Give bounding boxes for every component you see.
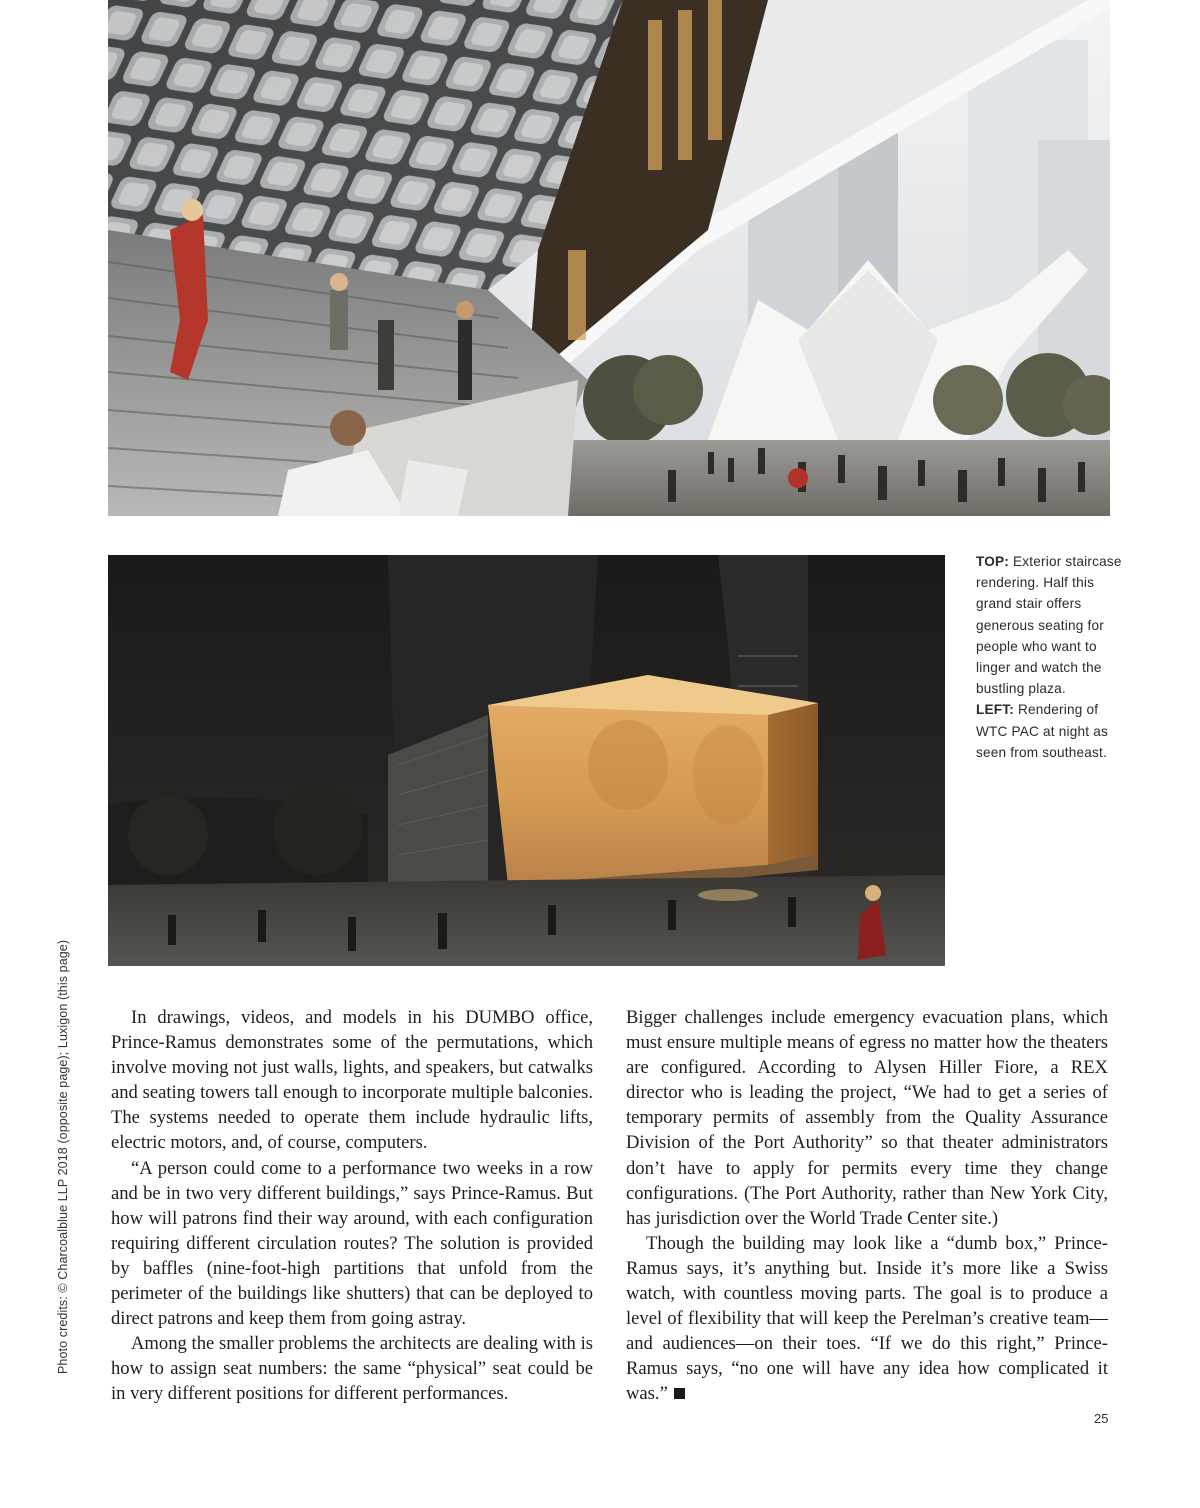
paragraph: Bigger challenges include emergency evacuation plans, which must ensure multiple means of egress no matter how the theaters are configured. According to Alysen Hiller Fiore, a REX director who is leading the project, “We had to get a series of temporary permits of assembly from the Quality Assurance Division of the Port Authority” so that theater administrators don’t have to apply for permits every time they change configurations. (The Port Authority, rather than New York City, has jurisdiction over the World Trade Center site.) — [626, 1007, 1108, 1229]
caption-left-label: LEFT: — [976, 702, 1014, 718]
page-number: 25 — [1094, 1411, 1109, 1426]
caption-top-text: Exterior staircase rendering. Half this grand stair offers generous seating for people who want to linger and watch the bustling plaza. — [976, 554, 1122, 697]
staircase-rendering-illustration — [108, 0, 1110, 516]
caption-left-text: Rendering of WTC PAC at night as seen from southeast. — [976, 702, 1108, 760]
photo-caption — [976, 551, 1126, 763]
night-rendering-illustration — [108, 555, 945, 966]
caption-top-label: TOP: — [976, 554, 1010, 569]
photo-exterior-staircase — [108, 0, 1110, 516]
caption-top — [976, 551, 1126, 699]
photo-credits: Photo credits: © Charcoalblue LLP 2018 (opposite page); Luxigon (this page) — [56, 939, 70, 1374]
article-column-left — [111, 1005, 593, 1407]
paragraph-text: Though the building may look like a “dumb box,” Prince-Ramus says, it’s anything but. Inside it’s more like a Swiss watch, with countless moving parts. The goal is to produce a level of flexibility that will keep the Perelman’s creative team—and audiences—on their toes. “If we do this right,” Prince-Ramus says, “no one will have any idea how complicated it was.” — [626, 1232, 1108, 1405]
paragraph: “A person could come to a performance two weeks in a row and be in two very different buildings,” says Prince-Ramus. But how will patrons find their way around, with each configuration requiring different circulation routes? The solution is provided by baffles (nine-foot-high partitions that unfold from the perimeter of the buildings like shutters) that can be deployed to direct patrons and keep them from going astray. — [111, 1157, 593, 1330]
paragraph: In drawings, videos, and models in his DUMBO office, Prince-Ramus demonstrates some of the permutations, which involve moving not just walls, lights, and speakers, but catwalks and seating towers tall enough to incorporate multiple balconies. The systems needed to operate them include hydraulic lifts, electric motors, and, of course, computers. — [111, 1007, 593, 1154]
article-column-right — [626, 1005, 1108, 1407]
photo-night-rendering — [108, 555, 945, 966]
paragraph: Among the smaller problems the architects are dealing with is how to assign seat numbers: the same “physical” seat could be in very different positions for different performances. — [111, 1333, 593, 1405]
caption-left — [976, 699, 1126, 763]
paragraph — [626, 1231, 1108, 1407]
end-of-article-mark-icon — [674, 1388, 685, 1399]
